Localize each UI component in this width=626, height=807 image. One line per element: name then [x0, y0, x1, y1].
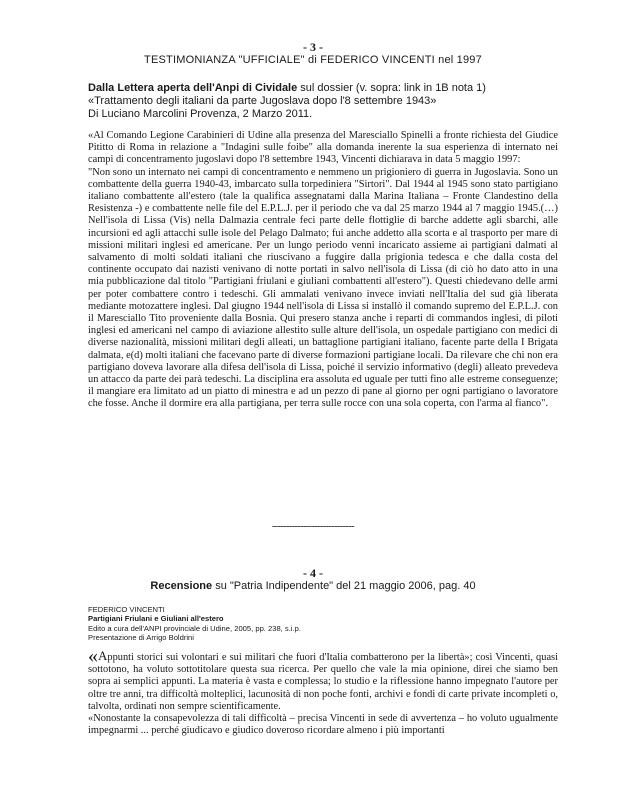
book-publisher: Edito a cura dell'ANPI provinciale di Udine, 2005, pp. 238, s.i.p.: [88, 623, 301, 633]
testimony-body: [88, 130, 558, 411]
source-line-2: «Trattamento degli italiani da parte Jugoslava dopo l'8 settembre 1943»: [88, 95, 437, 107]
book-preface: Presentazione di Arrigo Boldrini: [88, 633, 194, 643]
review-drop-letter: A: [98, 648, 108, 663]
page-number-4: - 4 -: [303, 566, 323, 580]
review-title-rest: su "Patria Indipendente" del 21 maggio 2006, pag. 40: [212, 580, 476, 592]
review-title: [0, 580, 626, 592]
section-divider: -----------------------------: [271, 521, 355, 532]
source-dossier-ref: sul dossier (v. sopra: link in 1B nota 1): [297, 82, 486, 94]
review-paragraph-2: «Nonostante la consapevolezza di tali difficoltà – precisa Vincenti in sede di avvertenza – ho voluto ugualmente impegnarmi ... perché giudicavo e giudico doveroso ricordare almeno i più importanti: [88, 713, 558, 737]
testimony-header: TESTIMONIANZA "UFFICIALE" di FEDERICO VINCENTI nel 1997: [144, 54, 482, 66]
review-paragraph-1-text: ppunti storici sui volontari e sui militari che fuori d'Italia combatterono per la libertà»; così Vincenti, quasi sottotono, ha voluto sottotitolare questa sua ricerca. Per quello che vale la mia opinione, direi che siamo ben sopra ai semplici appunti. La materia è vasta e complessa; lo studio e la riflessione hanno impegnato l'autore per oltre tre anni, tra difficoltà molteplici, lacunosità di non poche fonti, archivi e fondi di carte private incompleti o, talvolta, ordinati non sempre scientificamente.: [88, 652, 558, 712]
source-line-1: [88, 82, 558, 95]
review-title-bold: Recensione: [150, 580, 213, 592]
testimony-quote: "Non sono un internato nei campi di concentramento e nemmeno un prigioniero di guerra in Jugoslavia. Sono un combattente della guerra 1940-43, imbarcato sulla torpediniera "Sirtori". Dal 1944 al 1945 sono stato partigiano italiano combattente all'estero (tale la qualifica assegnatami dalla Marina Italiana – Fronte Clandestino della Resistenza -) e combattente nelle file del E.P.L.J. per il periodo che va dal 25 marzo 1944 al 7 maggio 1945.(…) Nell'isola di Lissa (Vis) nella Dalmazia centrale feci parte delle flottiglie di barche addette agli sbarchi, alle incursioni ed agli attacchi sulle isole del Pelago Dalmato; fui anche addetto alla scorta e al trasporto per mare di missioni militari inglesi ed americane. Per un lungo periodo venni incaricato assieme ai partigiani dalmati al salvamento di molti soldati italiani che riuscivano a fuggire dalla prigionia tedesca e che dalla costa del continente occupato dai nazisti venivano di notte portati in salvo nell'isola di Lissa (di ciò ho dato atto in una mia pubblicazione dal titolo "Partigiani friulani e giuliani combattenti all'estero"). Questi chiedevano delle armi per poter combattere contro i tedeschi. Gli ammalati venivano invece inviati nell'Italia del sud già liberata mediante motozattere inglesi. Dal giugno 1944 nell'isola di Lissa si installò il comando supremo del E.P.L.J. con il Maresciallo Tito proveniente dalla Bosnia. Qui presero stanza anche i reparti di commandos inglesi, di piloti inglesi ed americani nel campo di aviazione allestito sulle alture dell'isola, un ospedale partigiano con medici di diverse nazionalità, missioni militari degli alleati, un battaglione partigiani italiano, facente parte della I Brigata dalmata, e(d) molti italiani che facevano parte di diverse formazioni partigiane locali. Da rilevare che chi non era partigiano doveva lavorare alla difesa dell'isola di Lissa, poiché il servizio informativo (degli) alleato prevedeva un attacco da parte dei parà tedeschi. La disciplina era assoluta ed uguale per tutti fino alle estreme conseguenze; il mangiare era limitato ad un piatto di minestra e ad un pezzo di pane al giorno per ogni partigiano o lavoratore che fosse. Anche il dormire era alla partigiana, per terra sulle rocce con una sola coperta, con l'arma al fianco".: [88, 166, 558, 410]
source-letter-title: Dalla Lettera aperta dell'Anpi di Cividale: [88, 82, 298, 94]
source-citation: [88, 82, 558, 121]
source-line-3: Di Luciano Marcolini Provenza, 2 Marzo 2011.: [88, 108, 313, 120]
book-author: FEDERICO VINCENTI: [88, 605, 165, 614]
book-title: Partigiani Friulani e Giuliani all'estero: [88, 614, 224, 624]
review-body: [88, 645, 558, 737]
review-paragraph-1: [88, 645, 558, 713]
page-number-3: - 3 -: [303, 40, 323, 54]
testimony-intro: «Al Comando Legione Carabinieri di Udine alla presenza del Maresciallo Spinelli a fronte richiesta del Giudice Pititto di Roma in relazione a "Indagini sulle foibe" alla domanda inerente la sua esperienza di internato nei campi di concentramento jugoslavi dopo l'8 settembre 1943, Vincenti dichiarava in data 5 maggio 1997:: [88, 130, 558, 166]
book-metadata: [88, 605, 558, 643]
review-open-quote: «: [88, 645, 98, 667]
